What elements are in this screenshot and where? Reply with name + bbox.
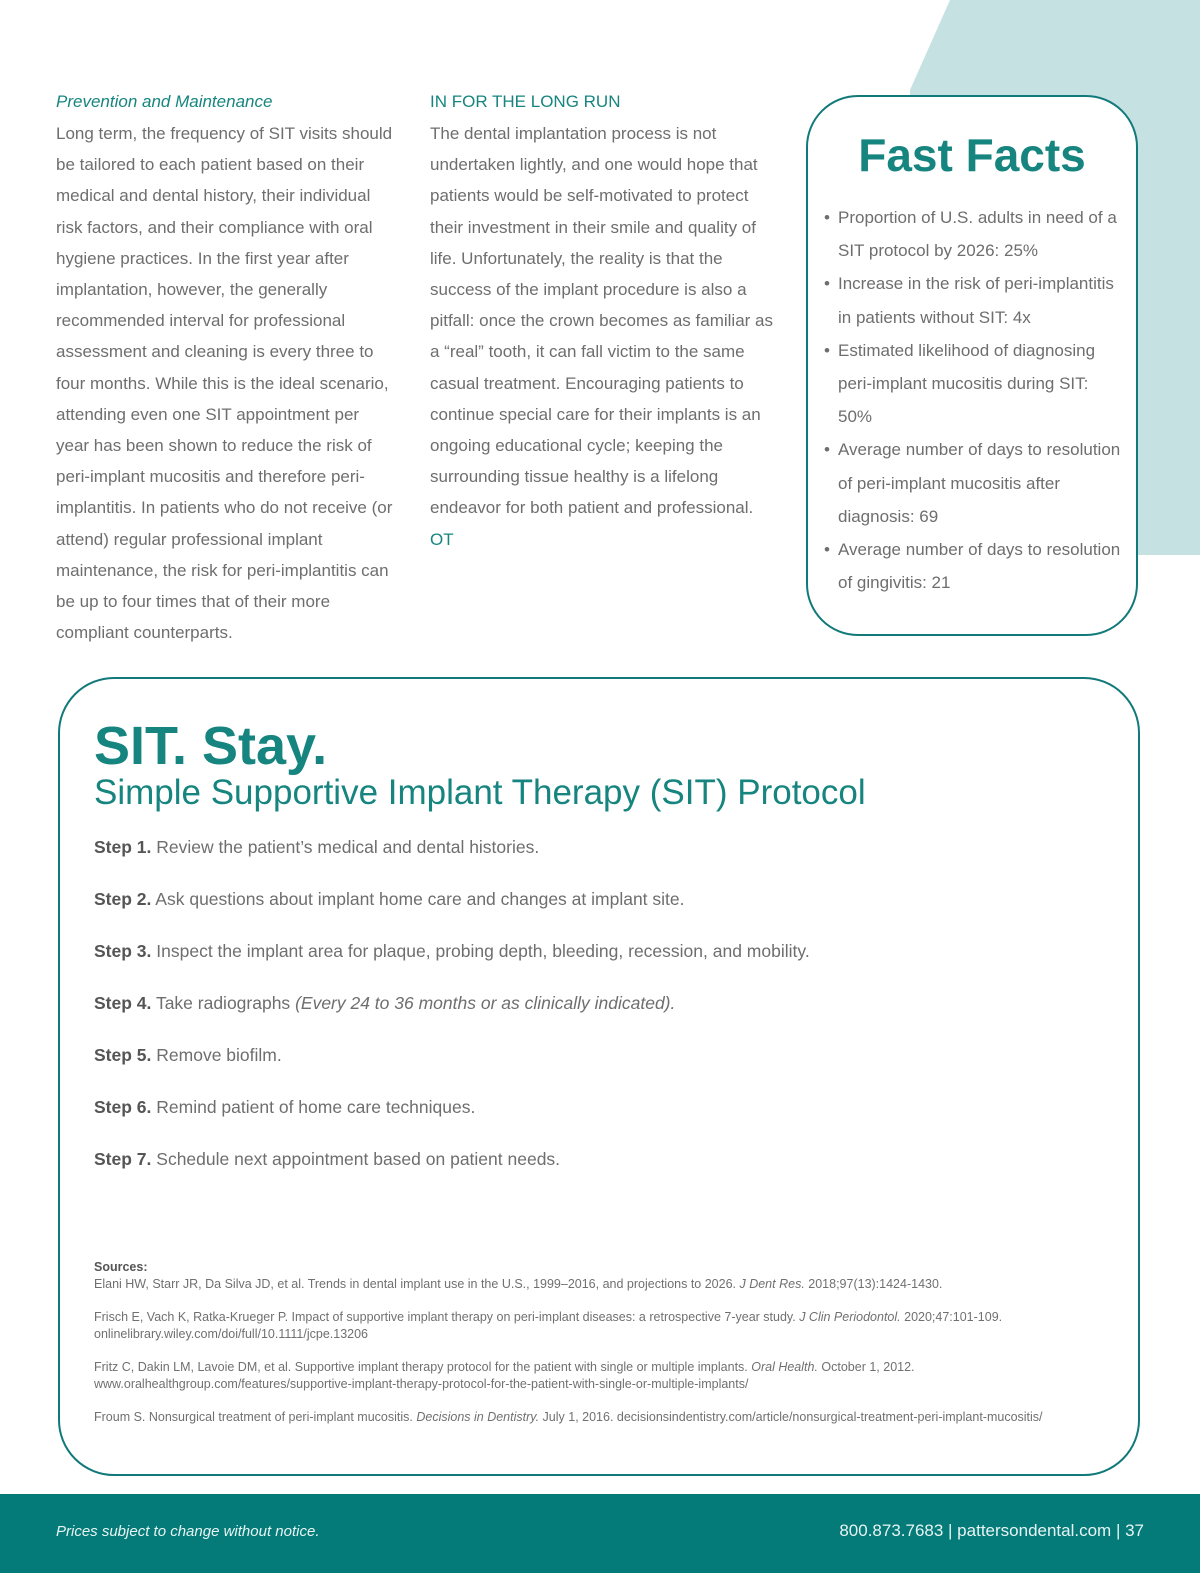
end-mark: OT xyxy=(430,529,454,549)
fact-item: • Proportion of U.S. adults in need of a SIT protocol by 2026: 25% xyxy=(822,201,1126,267)
source-item: Fritz C, Dakin LM, Lavoie DM, et al. Supportive implant therapy protocol for the patient with single or multiple implants. Oral Health. October 1, 2012. www.oralhealthgroup.com/features/supportive-implant-therapy-protocol-for-the-patient-with-single-or-multiple-implants/ xyxy=(94,1360,915,1391)
sit-subtitle: Simple Supportive Implant Therapy (SIT) Protocol xyxy=(94,773,866,812)
step-item: Step 4. Take radiographs (Every 24 to 36 months or as clinically indicated). xyxy=(94,993,676,1013)
fact-item: • Average number of days to resolution of gingivitis: 21 xyxy=(822,533,1126,599)
long-run-body-text: The dental implantation process is not undertaken lightly, and one would hope that patients would be self-motivated to protect their investment in their smile and quality of life. Unfortunately, the reality is that the success of the implant procedure is also a pitfall: once the crown becomes as familiar as a “real” tooth, it can fall victim to the same casual treatment. Encouraging patients to continue special care for their implants is an ongoing educational cycle; keeping the surrounding tissue healthy is a lifelong endeavor for both patient and professional. xyxy=(430,124,773,518)
page-footer xyxy=(0,1494,1200,1573)
prevention-column xyxy=(56,88,396,648)
prevention-body: Long term, the frequency of SIT visits should be tailored to each patient based on their medical and dental history, their individual risk factors, and their compliance with oral hygiene practices. In the first year after implantation, however, the generally recommended interval for professional assessment and cleaning is every three to four months. While this is the ideal scenario, attending even one SIT appointment per year has been shown to reduce the risk of peri-implant mucositis and therefore peri-implantitis. In patients who do not receive (or attend) regular professional implant maintenance, the risk for peri-implantitis can be up to four times that of their more compliant counterparts. xyxy=(56,124,393,643)
fast-facts-list xyxy=(822,201,1126,599)
steps-list xyxy=(94,831,1108,1195)
source-item: Elani HW, Starr JR, Da Silva JD, et al. Trends in dental implant use in the U.S., 1999–2016, and projections to 2026. J Dent Res. 2018;97(13):1424-1430. xyxy=(94,1277,943,1291)
sit-title: SIT. Stay. xyxy=(94,716,328,776)
footer-contact: 800.873.7683 | pattersondental.com | 37 xyxy=(839,1521,1144,1540)
fast-facts-box xyxy=(806,95,1138,636)
fact-item: • Increase in the risk of peri-implantitis in patients without SIT: 4x xyxy=(822,267,1126,333)
bullet-icon: • xyxy=(824,274,830,294)
bullet-icon: • xyxy=(824,340,830,360)
fast-facts-title: Fast Facts xyxy=(858,129,1086,181)
bullet-icon: • xyxy=(824,540,830,560)
step-item: Step 6. Remind patient of home care techniques. xyxy=(94,1097,476,1117)
sources-label: Sources: xyxy=(94,1260,148,1274)
step-item: Step 7. Schedule next appointment based on patient needs. xyxy=(94,1149,561,1169)
sources-section xyxy=(94,1259,1098,1442)
sit-protocol-box xyxy=(58,677,1140,1476)
step-item: Step 5. Remove biofilm. xyxy=(94,1045,282,1065)
bullet-icon: • xyxy=(824,440,830,460)
step-item: Step 3. Inspect the implant area for plaque, probing depth, bleeding, recession, and mobility. xyxy=(94,941,810,961)
step-item: Step 2. Ask questions about implant home care and changes at implant site. xyxy=(94,889,685,909)
source-item: Froum S. Nonsurgical treatment of peri-implant mucositis. Decisions in Dentistry. July 1, 2016. decisionsindentistry.com/article/nonsurgical-treatment-peri-implant-mucositis/ xyxy=(94,1410,1043,1424)
long-run-body xyxy=(430,118,775,555)
fact-item: • Estimated likelihood of diagnosing peri-implant mucositis during SIT: 50% xyxy=(822,334,1126,434)
source-item: Frisch E, Vach K, Ratka-Krueger P. Impact of supportive implant therapy on peri-implant diseases: a retrospective 7-year study. J Clin Periodontol. 2020;47:101-109. onlinelibrary.wiley.com/doi/full/10.1111/jcpe.13206 xyxy=(94,1310,1003,1341)
bullet-icon: • xyxy=(824,208,830,227)
footer-disclaimer: Prices subject to change without notice. xyxy=(56,1523,320,1540)
long-run-heading: IN FOR THE LONG RUN xyxy=(430,92,621,111)
step-item: Step 1. Review the patient’s medical and dental histories. xyxy=(94,837,540,857)
prevention-heading: Prevention and Maintenance xyxy=(56,92,273,111)
long-run-column xyxy=(430,88,775,555)
fact-item: • Average number of days to resolution of peri-implant mucositis after diagnosis: 69 xyxy=(822,433,1126,533)
